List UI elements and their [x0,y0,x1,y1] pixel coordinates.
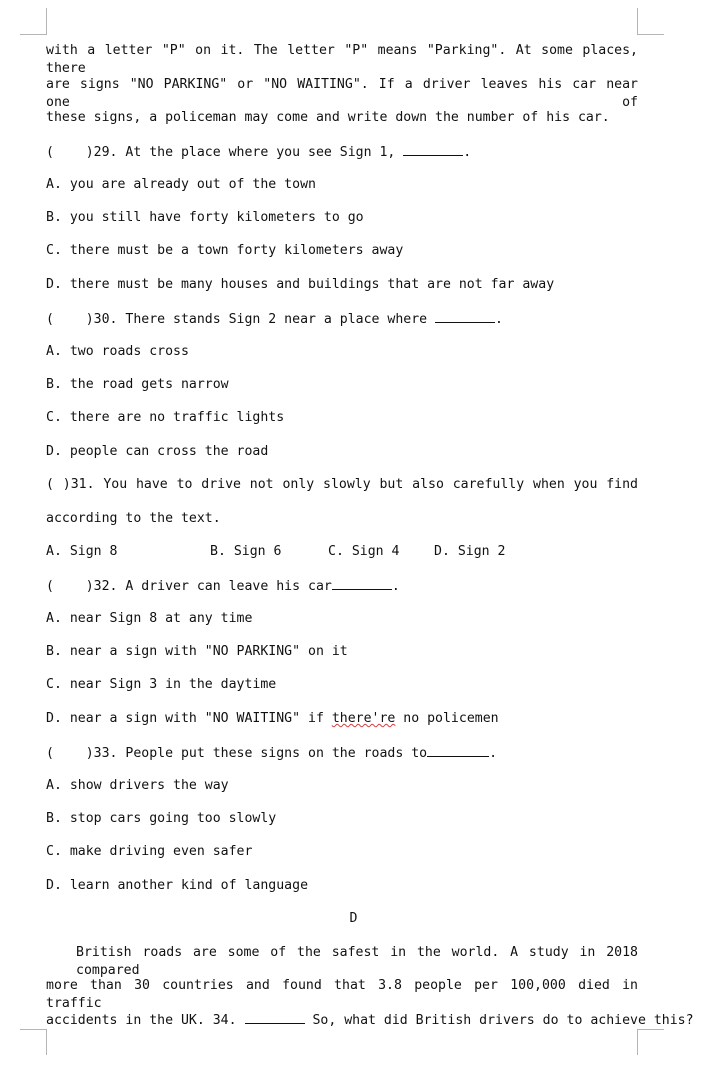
question-33-option-d: D. learn another kind of language [46,878,309,893]
question-30-option-b: B. the road gets narrow [46,377,229,392]
answer-blank [332,576,392,590]
question-29-stem: ( )29. At the place where you see Sign 1, . [46,142,638,162]
question-30-option-d: D. people can cross the road [46,444,269,459]
question-31-stem: ( )31. You have to drive not only slowly but also carefully when you find [46,477,638,492]
question-29-option-a: A. you are already out of the town [46,177,316,192]
passage-line: are signs "NO PARKING" or "NO WAITING". If a driver leaves his car near one of [46,77,638,110]
question-30-stem: ( )30. There stands Sign 2 near a place where . [46,309,638,329]
section-d-paragraph-line: more than 30 countries and found that 3.8 people per 100,000 died in traffic [46,978,638,1011]
spellcheck-mark: there're [331,711,396,726]
question-31-stem-cont: according to the text. [46,511,221,526]
question-30-option-c: C. there are no traffic lights [46,410,285,425]
question-31-option-c: C. Sign 4 [328,544,400,559]
question-33-option-b: B. stop cars going too slowly [46,811,277,826]
question-32-stem: ( )32. A driver can leave his car . [46,576,638,596]
question-31-option-d: D. Sign 2 [434,544,506,559]
section-heading: D [349,911,358,926]
answer-blank [245,1010,305,1024]
question-33-stem: ( )33. People put these signs on the roads to . [46,743,638,763]
answer-blank [427,743,489,757]
question-31-option-b: B. Sign 6 [210,544,282,559]
question-32-option-d: D. near a sign with "NO WAITING" if there're no policemen [46,711,499,726]
section-d-paragraph-line: British roads are some of the safest in the world. A study in 2018 compared [76,945,638,978]
question-29-option-d: D. there must be many houses and buildings that are not far away [46,277,555,292]
question-33-option-c: C. make driving even safer [46,844,253,859]
question-29-option-b: B. you still have forty kilometers to go [46,210,364,225]
question-32-option-b: B. near a sign with "NO PARKING" on it [46,644,348,659]
passage-line: with a letter "P" on it. The letter "P" means "Parking". At some places, there [46,43,638,76]
question-32-option-a: A. near Sign 8 at any time [46,611,253,626]
section-d-paragraph-line: accidents in the UK. 34. So, what did British drivers do to achieve this? [46,1010,638,1030]
question-32-option-c: C. near Sign 3 in the daytime [46,677,277,692]
answer-blank [403,142,463,156]
question-33-option-a: A. show drivers the way [46,778,229,793]
question-31-option-a: A. Sign 8 [46,544,118,559]
question-29-option-c: C. there must be a town forty kilometers away [46,243,404,258]
passage-line: these signs, a policeman may come and write down the number of his car. [46,110,610,125]
answer-blank [435,309,495,323]
question-30-option-a: A. two roads cross [46,344,189,359]
